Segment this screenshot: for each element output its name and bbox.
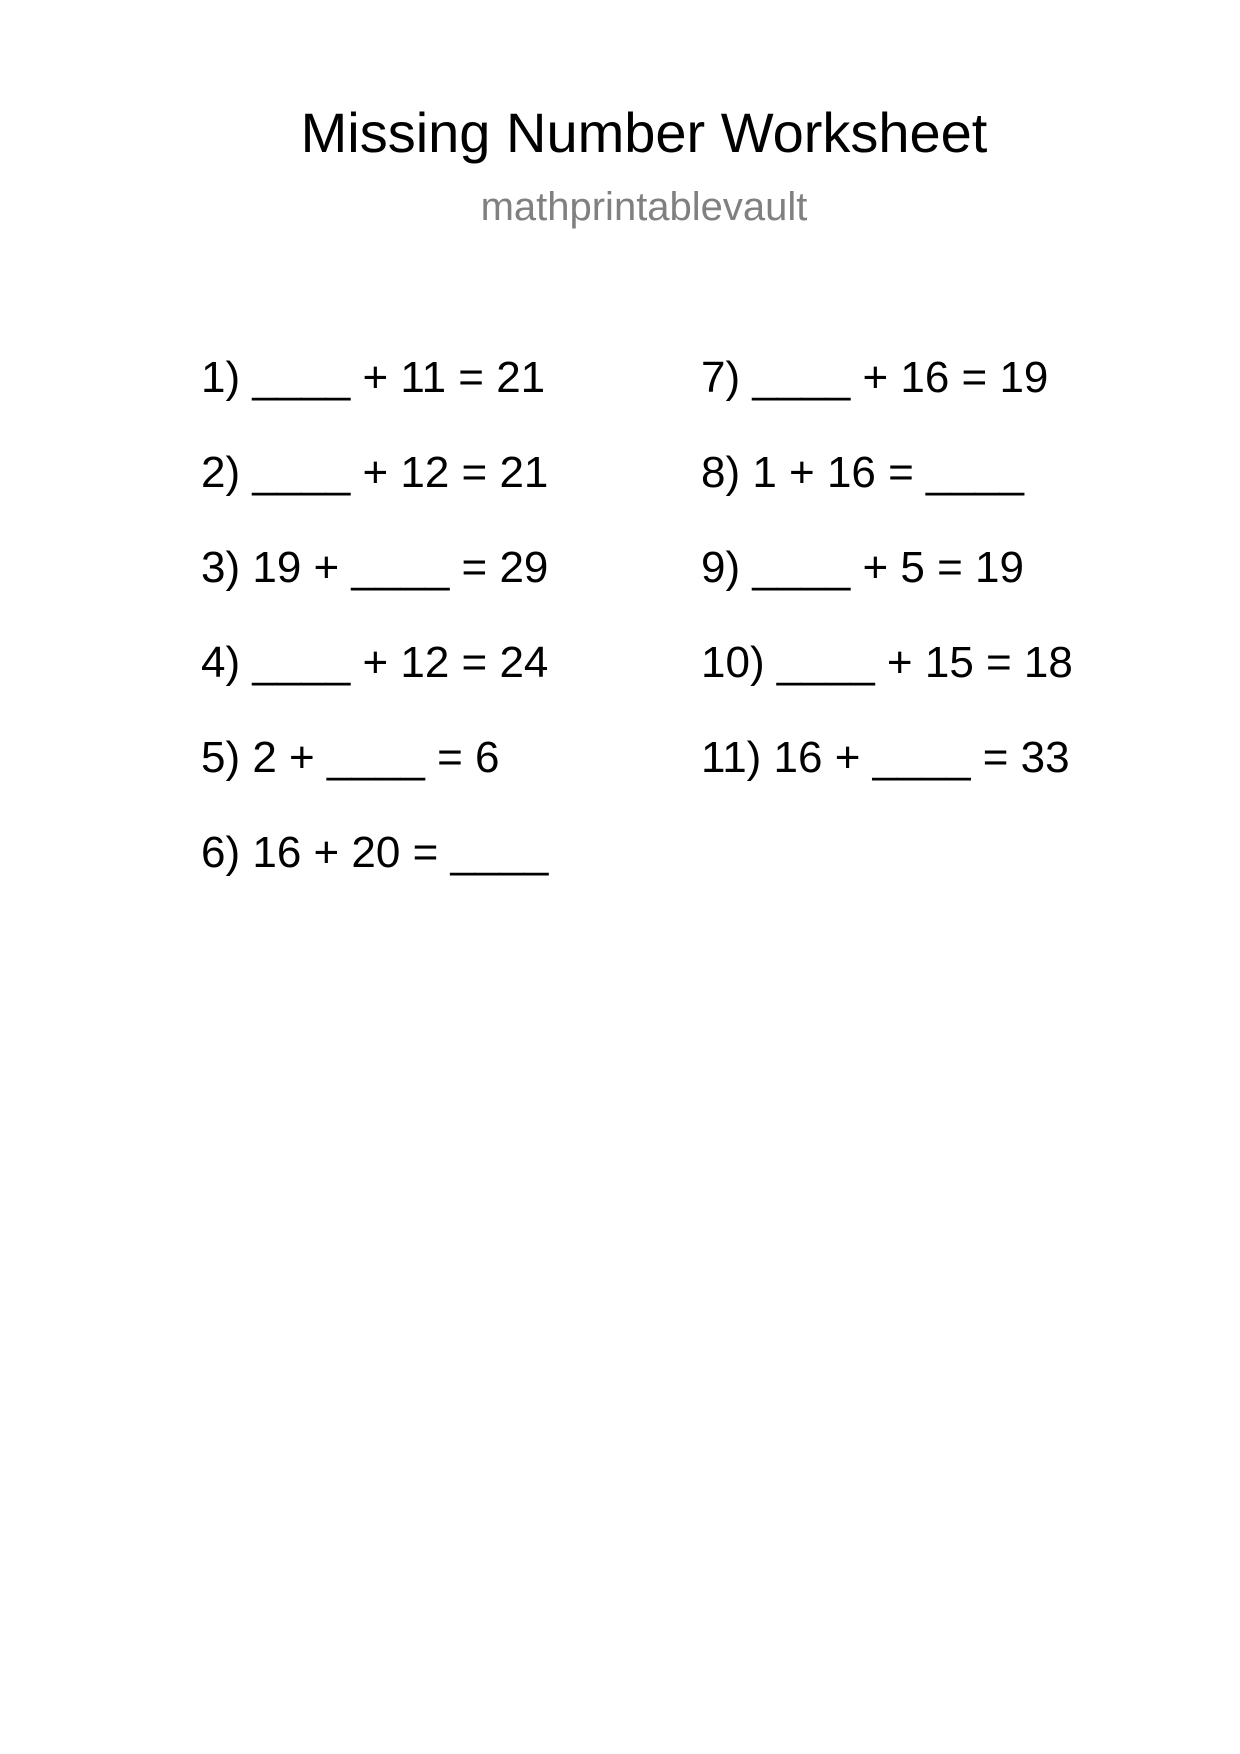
problem-4: 4) ____ + 12 = 24 (201, 638, 549, 687)
problem-11: 11) 16 + ____ = 33 (701, 733, 1070, 782)
problem-8: 8) 1 + 16 = ____ (701, 448, 1024, 497)
right-problem-column (701, 353, 1073, 828)
problem-2: 2) ____ + 12 = 21 (201, 448, 549, 497)
problem-5: 5) 2 + ____ = 6 (201, 733, 500, 782)
worksheet-subtitle: mathprintablevault (480, 185, 808, 229)
left-problem-column (201, 353, 548, 923)
worksheet-title: Missing Number Worksheet (300, 101, 988, 164)
problem-6: 6) 16 + 20 = ____ (201, 828, 549, 877)
problem-9: 9) ____ + 5 = 19 (701, 543, 1024, 592)
problem-10: 10) ____ + 15 = 18 (701, 638, 1073, 687)
problem-7: 7) ____ + 16 = 19 (701, 353, 1049, 402)
problem-1: 1) ____ + 11 = 21 (201, 353, 546, 402)
problem-3: 3) 19 + ____ = 29 (201, 543, 549, 592)
